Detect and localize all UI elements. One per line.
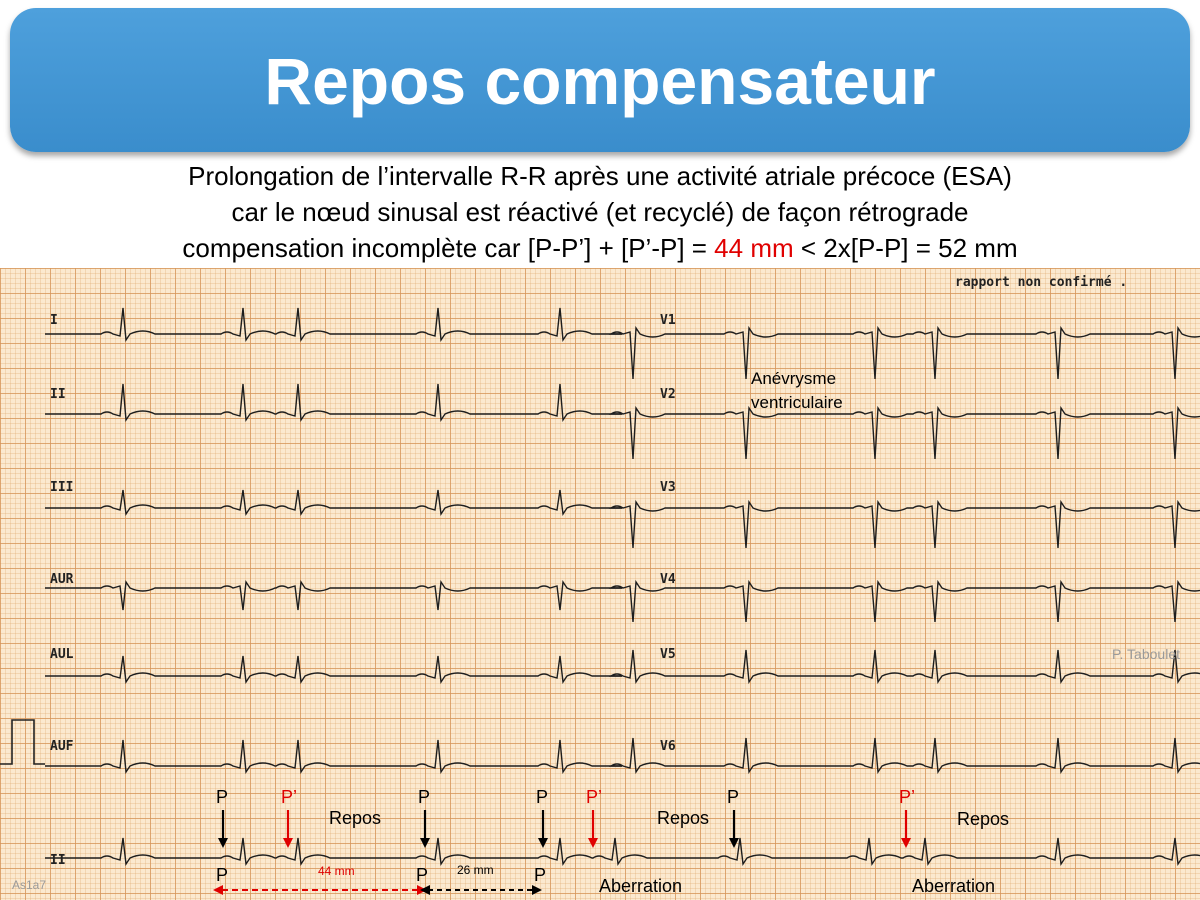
lead-label-v6: V6: [660, 739, 676, 754]
ecg-trace-iii: [45, 490, 622, 514]
corner-code: As1a7: [12, 878, 47, 892]
measure-44mm-label: 44 mm: [318, 864, 355, 878]
subtitle-line-3-end: < 2x[P-P] = 52 mm: [793, 233, 1018, 263]
lead-label-v3: V3: [660, 480, 676, 495]
p-arrow-4-head: [729, 838, 739, 848]
subtitle-line-3-start: compensation incomplète car [P-P’] + [P’-P] =: [182, 233, 715, 263]
p-bottom-label-3: P: [534, 865, 547, 885]
p-prime-label-1: P’: [281, 787, 298, 807]
lead-label-v4: V4: [660, 572, 676, 587]
author-credit: P. Taboulet: [1112, 646, 1180, 662]
title-banner: [10, 8, 1190, 152]
lead-label-iii: III: [50, 480, 74, 495]
repos-label-1: Repos: [329, 808, 382, 828]
repos-label-3: Repos: [957, 809, 1010, 829]
calibration-pulse: [0, 720, 45, 764]
ecg-trace-v1: [611, 328, 1200, 379]
lead-label-rhythm-ii: II: [50, 853, 66, 868]
ecg-svg: [0, 268, 1200, 900]
lead-label-ii: II: [50, 387, 66, 402]
ecg-trace-v4: [611, 582, 1200, 622]
ecg-trace-rhythm-ii: [45, 838, 1200, 864]
lead-label-i: I: [50, 313, 58, 328]
report-note: rapport non confirmé .: [955, 275, 1128, 290]
p-label-3: P: [536, 787, 549, 807]
ecg-trace-v3: [611, 502, 1200, 548]
p-label-1: P: [216, 787, 229, 807]
p-label-4: P: [727, 787, 740, 807]
p-prime-label-2: P’: [586, 787, 603, 807]
ecg-trace-v2: [611, 408, 1200, 459]
p-bottom-label-2: P: [416, 865, 429, 885]
lead-label-v5: V5: [660, 647, 676, 662]
ecg-trace-v6: [611, 738, 1200, 772]
p-prime-arrow-1-head: [283, 838, 293, 848]
ecg-trace-auf: [45, 740, 622, 772]
lead-label-aul: AUL: [50, 647, 74, 662]
aneurysm-label-line-1: Anévrysme: [751, 369, 837, 388]
p-wave-arrows: [218, 810, 911, 848]
ecg-trace-ii: [45, 384, 622, 420]
p-prime-arrow-3-head: [901, 838, 911, 848]
ecg-strip: [0, 268, 1200, 900]
p-bottom-label-1: P: [216, 865, 229, 885]
lead-label-v1: V1: [660, 313, 676, 328]
subtitle-line-1: Prolongation de l’intervalle R-R après une activité atriale précoce (ESA): [188, 161, 1012, 191]
ecg-trace-aur: [45, 582, 622, 610]
repos-label-2: Repos: [657, 808, 710, 828]
measure-26mm-arrow: [420, 885, 542, 895]
aberration-label-1: Aberration: [599, 876, 683, 896]
slide-subtitle: [0, 158, 1200, 266]
ecg-trace-aul: [45, 656, 622, 682]
ecg-traces: [45, 308, 1200, 864]
p-arrow-2-head: [420, 838, 430, 848]
p-label-2: P: [418, 787, 431, 807]
measure-26mm-label: 26 mm: [457, 863, 494, 877]
lead-label-aur: AUR: [50, 572, 74, 587]
p-prime-arrow-2-head: [588, 838, 598, 848]
p-prime-label-3: P’: [899, 787, 916, 807]
ecg-trace-i: [45, 308, 622, 340]
subtitle-highlight: 44 mm: [714, 233, 794, 263]
subtitle-line-2: car le nœud sinusal est réactivé (et recyclé) de façon rétrograde: [231, 197, 969, 227]
subtitle-line-3: [0, 230, 1200, 266]
p-arrow-1-head: [218, 838, 228, 848]
p-arrow-3-head: [538, 838, 548, 848]
lead-label-auf: AUF: [50, 739, 74, 754]
aberration-label-2: Aberration: [912, 876, 996, 896]
aneurysm-label-line-2: ventriculaire: [751, 393, 843, 412]
lead-label-v2: V2: [660, 387, 676, 402]
slide-title: Repos compensateur: [264, 44, 936, 118]
measure-44mm-arrow: [213, 885, 427, 895]
